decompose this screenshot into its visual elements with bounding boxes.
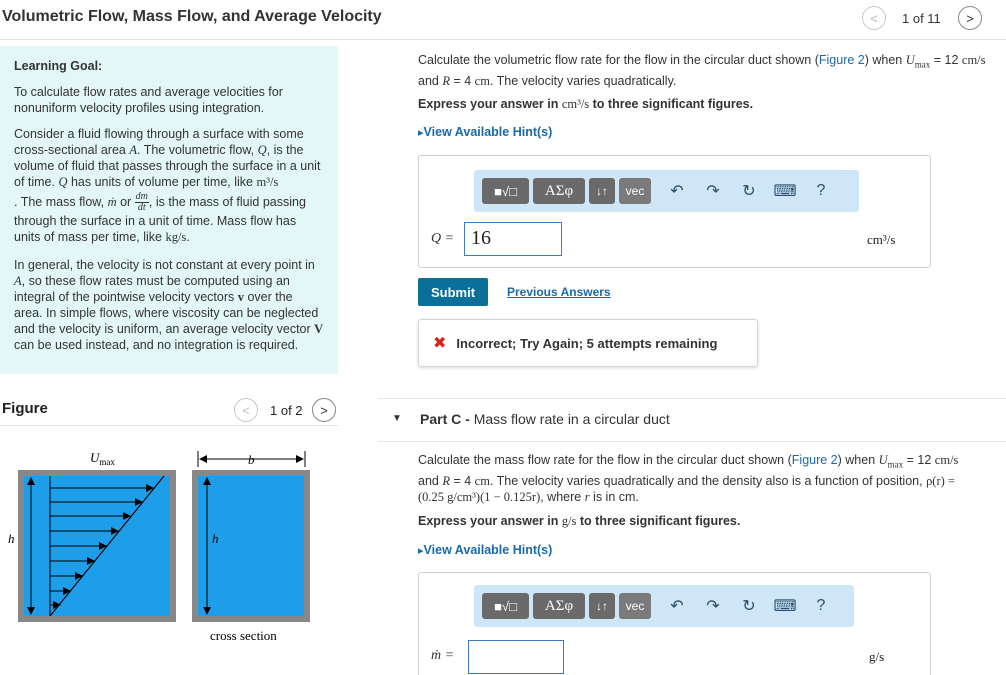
item-pagination: 1 of 11 — [902, 11, 941, 26]
partb-answer-unit: cm³/s — [867, 232, 896, 247]
keyboard-icon[interactable]: ⌨ — [773, 183, 797, 200]
previous-answers-link[interactable]: Previous Answers — [507, 285, 611, 299]
chevron-right-icon: > — [320, 402, 328, 418]
height-label-left: h — [8, 531, 15, 546]
mass-flow-paragraph: . The mass flow, ṁ or $\frac{dm}{dt}$ , is the mass of fluid passing through the surface in a unit of time. Mass flow has units of mass per time, like kg/s. — [14, 191, 306, 244]
redo-icon[interactable]: ↷ — [706, 183, 720, 200]
cross-section-caption: cross section — [210, 628, 277, 643]
partb-answer-input[interactable]: 16 — [464, 222, 562, 256]
volumetric-flow-paragraph: Consider a fluid flowing through a surface with some cross-sectional area A. The volumetric flow, Q, is the volume of fluid that passes through the surface in a unit of time. Q has units of volume per time, like m³/s — [14, 127, 321, 189]
width-label: b — [248, 452, 255, 467]
template-button[interactable]: ■√□ — [482, 593, 529, 619]
learning-goal-text: To calculate flow rates and average velocities for nonuniform velocity profiles using integration. — [14, 85, 283, 115]
partc-header[interactable] — [378, 398, 1006, 442]
undo-icon[interactable]: ↶ — [670, 598, 684, 615]
partc-title: Part C - Mass flow rate in a circular duct — [420, 411, 670, 427]
greek-button[interactable]: ΑΣφ — [533, 593, 585, 619]
partb-question: Calculate the volumetric flow rate for the flow in the circular duct shown (Figure 2) when $U_{max} = 12$ cm/s and R = 4 cm. The velocity varies quadratically. — [418, 53, 986, 88]
greek-button[interactable]: ΑΣφ — [533, 178, 585, 204]
partc-question: Calculate the mass flow rate for the flow in the circular duct shown (Figure 2) when $U_{max} = 12$ cm/s and R = 4 cm. The velocity varies quadratically and the density also is a function of position, ρ(r) = (0.25 g/cm³)(1 − 0.125r), where r is in cm. — [418, 453, 959, 504]
reset-icon[interactable]: ↻ — [742, 183, 756, 200]
reset-icon[interactable]: ↻ — [742, 598, 756, 615]
help-icon[interactable]: ? — [816, 182, 826, 199]
dm-dt-fraction: $\frac{dm}{dt}$ — [135, 191, 148, 213]
cross-section-fluid — [198, 476, 304, 616]
subscript-button[interactable]: ↓↑ — [589, 178, 615, 204]
learning-goal-heading: Learning Goal: — [14, 59, 103, 73]
help-icon[interactable]: ? — [816, 597, 826, 614]
subscript-button[interactable]: ↓↑ — [589, 593, 615, 619]
chevron-left-icon: < — [242, 402, 250, 418]
velocity-paragraph: In general, the velocity is not constant at every point in A, so these flow rates must be computed using an integral of the pointwise velocity vectors v over the area. In simple flows, where viscosity can be neglected and the velocity is uniform, an average velocity vector V can be used instead, and no integration is required. — [14, 258, 324, 352]
height-label-right: h — [212, 531, 219, 546]
prev-item-button[interactable] — [862, 6, 886, 30]
math-toolbar — [474, 585, 854, 627]
next-item-button[interactable] — [958, 6, 982, 30]
partc-answer-unit: g/s — [869, 649, 885, 664]
figure-2-link[interactable]: Figure 2 — [818, 53, 865, 67]
chevron-right-icon: > — [966, 10, 974, 26]
submit-button[interactable]: Submit — [418, 278, 488, 306]
learning-goal-panel — [0, 46, 338, 374]
figure-title: Figure — [2, 400, 48, 417]
keyboard-icon[interactable]: ⌨ — [773, 598, 797, 615]
partc-answer-area — [418, 572, 931, 675]
feedback-text: Incorrect; Try Again; 5 attempts remaining — [456, 335, 718, 351]
partb-answer-area — [418, 155, 931, 268]
partb-answer-label: Q = — [431, 231, 455, 246]
duct-flow-figure — [0, 440, 340, 655]
header-bar — [0, 0, 1006, 40]
partc-answer-input[interactable] — [468, 640, 564, 674]
partb-instruction: Express your answer in cm³/s to three significant figures. — [418, 97, 754, 111]
partc-hint-link[interactable]: ▸ View Available Hint(s) — [418, 543, 552, 557]
partc-instruction: Express your answer in g/s to three significant figures. — [418, 514, 741, 528]
figure-prev-button[interactable] — [234, 398, 258, 422]
figure-header — [0, 396, 338, 426]
vector-button[interactable]: vec — [619, 593, 651, 619]
template-button[interactable]: ■√□ — [482, 178, 529, 204]
partc-answer-label: ṁ = — [431, 648, 455, 663]
figure-2-link[interactable]: Figure 2 — [791, 453, 838, 467]
incorrect-icon: ✖ — [433, 335, 447, 352]
vector-button[interactable]: vec — [619, 178, 651, 204]
figure-pagination: 1 of 2 — [270, 403, 303, 418]
umax-label: $U_{max}$ — [90, 450, 115, 467]
caret-down-icon: ▼ — [392, 413, 402, 424]
redo-icon[interactable]: ↷ — [706, 598, 720, 615]
figure-next-button[interactable] — [312, 398, 336, 422]
partb-hint-link[interactable]: ▸ View Available Hint(s) — [418, 125, 552, 139]
chevron-left-icon: < — [870, 10, 878, 26]
feedback-box — [418, 319, 758, 367]
page-title: Volumetric Flow, Mass Flow, and Average Velocity — [2, 8, 382, 25]
math-toolbar — [474, 170, 859, 212]
undo-icon[interactable]: ↶ — [670, 183, 684, 200]
